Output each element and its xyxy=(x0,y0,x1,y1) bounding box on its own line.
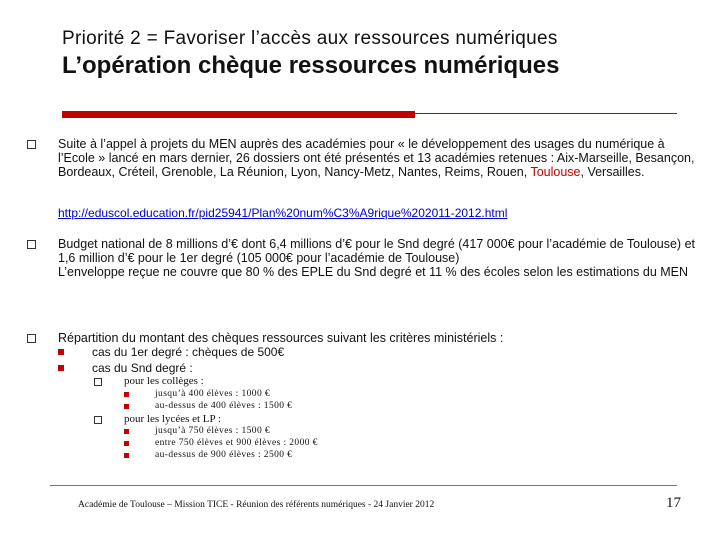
lycees-label: pour les lycées et LP : xyxy=(124,413,222,425)
slide-subtitle: Priorité 2 = Favoriser l’accès aux ressources numériques xyxy=(62,28,558,49)
bullet-square-icon xyxy=(94,378,102,386)
lycees-item: jusqu’à 750 élèves : 1500 € xyxy=(155,426,271,436)
footer-divider xyxy=(50,485,677,486)
slide-footer: Académie de Toulouse – Mission TICE - Réunion des référents numériques - 24 Janvier 2012 xyxy=(78,500,435,510)
sub-bullet-icon xyxy=(124,392,129,397)
bullet-1-highlight: Toulouse xyxy=(530,165,581,179)
title-underline-line xyxy=(415,113,677,114)
sub-bullet-primary: cas du 1er degré : chèques de 500€ xyxy=(92,345,285,359)
bullet-square-icon xyxy=(27,140,36,149)
bullet-square-icon xyxy=(27,240,36,249)
colleges-item: au-dessus de 400 élèves : 1500 € xyxy=(155,401,293,411)
bullet-1-text-start: Suite à l’appel à projets du MEN auprès des académies pour « le développement des usages du numérique à l’Ecole » lancé en mars dernier, 26 dossiers ont été présentés et 13 académies retenues : Aix-Marseille, Besançon, Bordeaux, Créteil, Grenoble, La Réunion, Lyon, Nancy-Metz, Nantes, Reims, Rouen, xyxy=(58,137,695,179)
bullet-2-coverage: L’enveloppe reçue ne couvre que 80 % des EPLE du Snd degré et 11 % des écoles selon les estimations du MEN xyxy=(58,265,689,279)
bullet-1-text xyxy=(58,137,703,179)
page-number: 17 xyxy=(666,495,681,511)
colleges-item: jusqu’à 400 élèves : 1000 € xyxy=(155,389,271,399)
bullet-3-text: Répartition du montant des chèques ressources suivant les critères ministériels : xyxy=(58,331,504,345)
sub-bullet-secondary: cas du Snd degré : xyxy=(92,361,193,375)
sub-bullet-icon xyxy=(58,349,64,355)
eduscol-link[interactable]: http://eduscol.education.fr/pid25941/Plan%20num%C3%A9rique%202011-2012.html xyxy=(58,206,508,220)
slide-title: L’opération chèque ressources numériques xyxy=(62,52,560,79)
sub-bullet-icon xyxy=(124,441,129,446)
sub-bullet-icon xyxy=(124,404,129,409)
bullet-2-text xyxy=(58,237,698,279)
bullet-1-text-end: , Versailles. xyxy=(580,165,645,179)
bullet-square-icon xyxy=(94,416,102,424)
sub-bullet-icon xyxy=(124,453,129,458)
lycees-item: au-dessus de 900 élèves : 2500 € xyxy=(155,450,293,460)
bullet-square-icon xyxy=(27,334,36,343)
colleges-label: pour les collèges : xyxy=(124,375,204,387)
sub-bullet-icon xyxy=(58,365,64,371)
sub-bullet-icon xyxy=(124,429,129,434)
title-underline-bar xyxy=(62,111,415,118)
lycees-item: entre 750 élèves et 900 élèves : 2000 € xyxy=(155,438,318,448)
bullet-2-budget: Budget national de 8 millions d’€ dont 6,4 millions d’€ pour le Snd degré (417 000€ pour l’académie de Toulouse) et 1,6 million d’€ pour le 1er degré (105 000€ pour l’académie de Toulouse) xyxy=(58,237,695,265)
